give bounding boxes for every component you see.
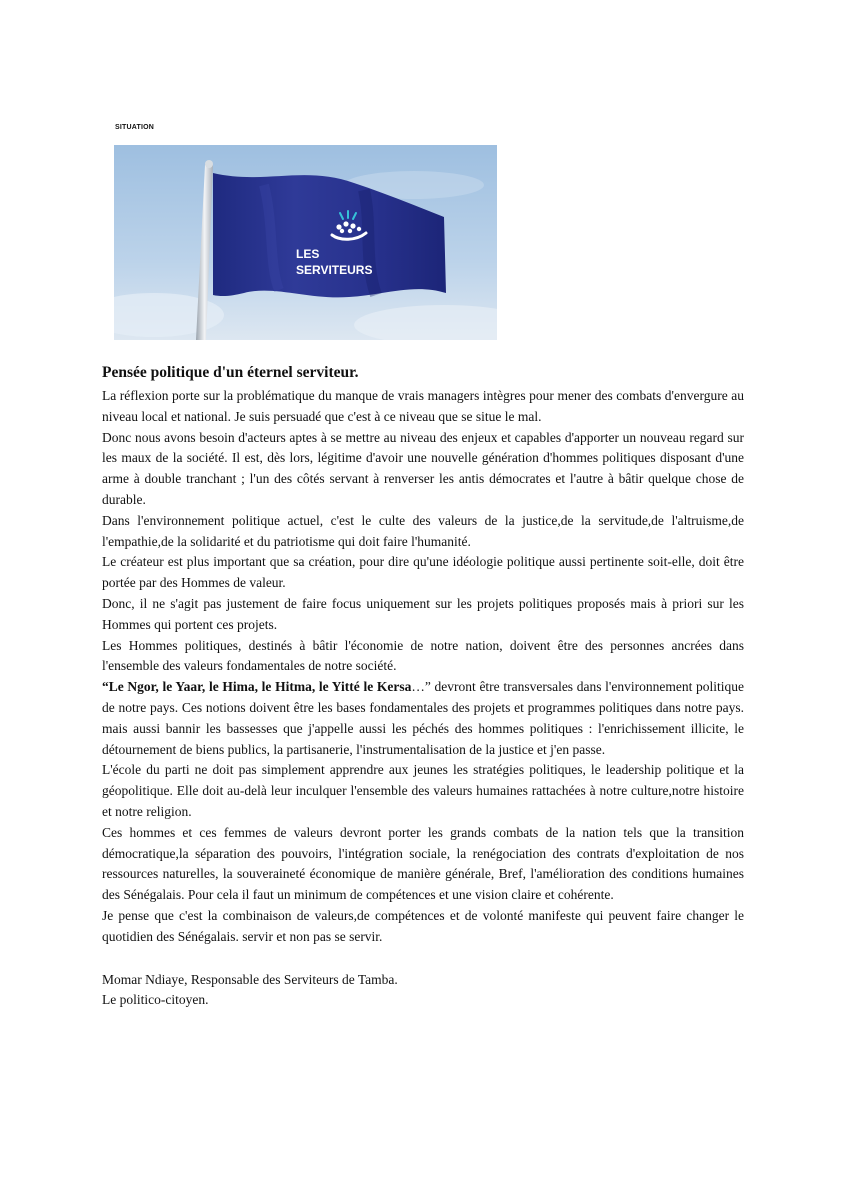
signature — [102, 970, 744, 1012]
paragraph-6: Les Hommes politiques, destinés à bâtir l'économie de notre nation, doivent être des personnes ancrées dans l'ensemble des valeurs fondamentales de notre société. — [102, 637, 744, 674]
paragraph-9: Ces hommes et ces femmes de valeurs devront porter les grands combats de la nation tels que la transition démocratique,la séparation des pouvoirs, l'intégration sociale, la renégociation des contrats d'exploitation de nos ressources naturelles, la souveraineté économique de manière générale, Bref, l'amélioration des conditions humaines des Sénégalais. Pour cela il faut un minimum de compétences et une vision claire et cohérente. — [102, 824, 744, 903]
paragraph-1: La réflexion porte sur la problématique du manque de vrais managers intègres pour mener des combats d'envergure au niveau local et national. Je suis persuadé que c'est à ce niveau que se situe le mal. — [102, 388, 744, 424]
paragraph-8: L'école du parti ne doit pas simplement apprendre aux jeunes les stratégies politiques, le leadership politique et la géopolitique. Elle doit au-delà leur inculquer l'ensemble des valeurs humaines rattachées à notre culture,notre histoire et notre religion. — [102, 762, 744, 819]
article — [102, 362, 744, 1011]
flag-text-line1: LES — [296, 247, 320, 261]
signature-title: Le politico-citoyen. — [102, 992, 209, 1008]
flag-photo — [114, 145, 497, 340]
paragraph-7 — [102, 677, 744, 760]
flag-text-line2: SERVITEURS — [296, 263, 373, 277]
paragraph-4: Le créateur est plus important que sa création, pour dire qu'une idéologie politique aussi pertinente soit-elle, doit être portée par des Hommes de valeur. — [102, 554, 744, 591]
values-quote: “Le Ngor, le Yaar, le Hima, le Hitma, le Yitté le Kersa — [102, 679, 412, 695]
flag-image — [114, 145, 497, 340]
article-headline: Pensée politique d'un éternel serviteur. — [102, 364, 359, 381]
section-label: SITUATION — [115, 124, 155, 131]
paragraph-7-text: …” devront être transversales dans l'environnement politique de notre pays. Ces notions doivent être les bases fondamentales des projets et programmes politiques dans notre pays. mais aussi bannir les bassesses que j'appelle aussi les péchés des hommes politiques : l'enrichissement illicite, le détournement de biens publics, la partisanerie, l'instrumentalisation de la justice et j'en passe. — [102, 679, 744, 757]
paragraph-10: Je pense que c'est la combinaison de valeurs,de compétences et de volonté manifeste qui peuvent faire changer le quotidien des Sénégalais. servir et non pas se servir. — [102, 907, 744, 944]
signature-author: Momar Ndiaye, Responsable des Serviteurs de Tamba. — [102, 971, 398, 987]
paragraph-5: Donc, il ne s'agit pas justement de faire focus uniquement sur les projets politiques proposés mais à priori sur les Hommes qui portent ces projets. — [102, 595, 744, 632]
paragraph-3: Dans l'environnement politique actuel, c'est le culte des valeurs de la justice,de la servitude,de l'altruisme,de l'empathie,de la solidarité et du patriotisme qui doit faire l'humanité. — [102, 512, 744, 549]
paragraph-2: Donc nous avons besoin d'acteurs aptes à se mettre au niveau des enjeux et capables d'apporter un nouveau regard sur les maux de la société. Il est, dès lors, légitime d'avoir une nouvelle génération d'hommes politiques disposant d'une arme à double tranchant ; l'un des côtés servant à renverser les antis démocrates et l'autre à bâtir quelque chose de durable. — [102, 429, 744, 507]
